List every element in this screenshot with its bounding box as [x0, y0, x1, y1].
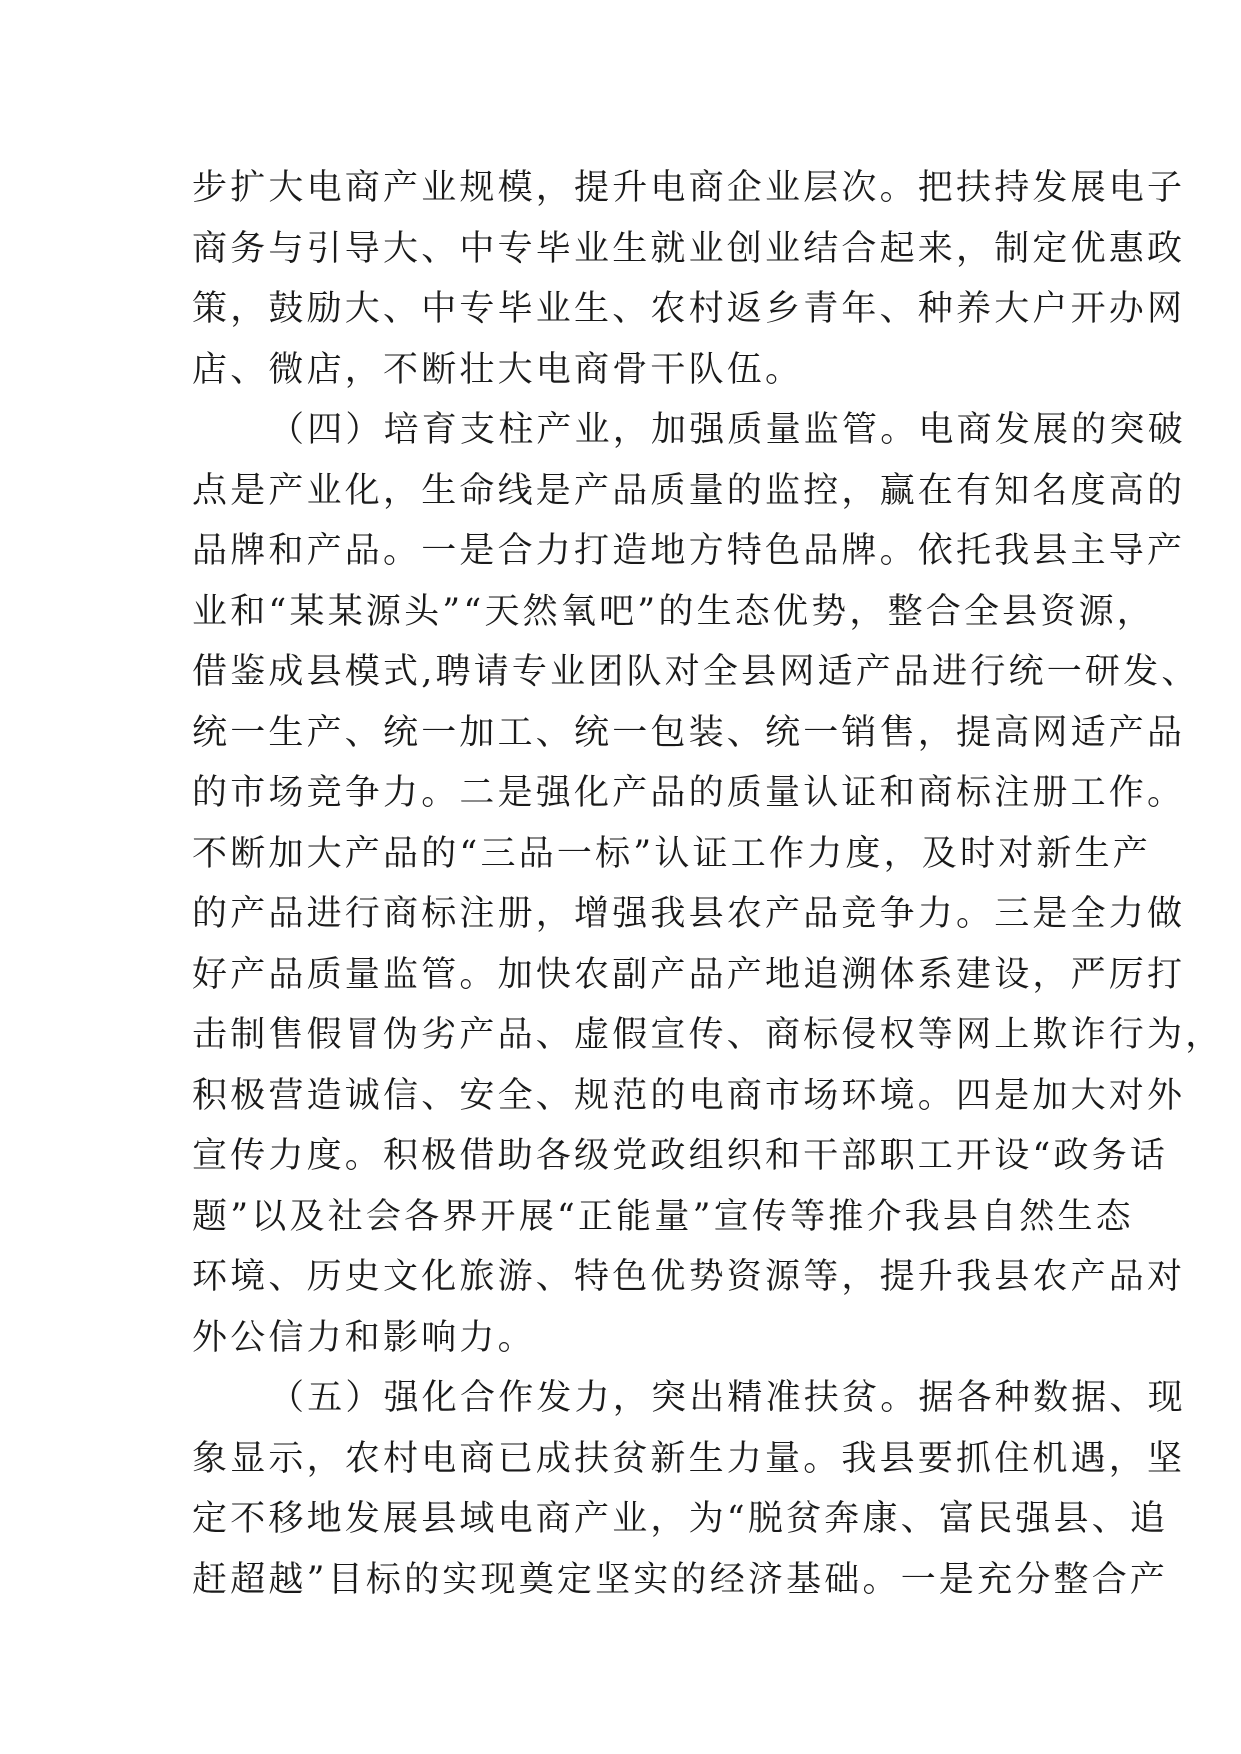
text-line: 宣传力度。积极借助各级党政组织和干部职工开设“政务话	[192, 1136, 1169, 1176]
text-line: 步扩大电商产业规模，提升电商企业层次。把扶持发展电子	[192, 168, 1186, 208]
body-text	[192, 158, 1224, 1610]
text-line: 点是产业化，生命线是产品质量的监控，赢在有知名度高的	[192, 470, 1186, 511]
text-line: 业和“某某源头”“天然氧吧”的生态优势，整合全县资源，	[192, 591, 1155, 632]
text-line: 店、微店，不断壮大电商骨干队伍。	[192, 349, 804, 390]
text-line: 题”以及社会各界开展“正能量”宣传等推介我县自然生态	[192, 1196, 1134, 1237]
text-line: 商务与引导大、中专毕业生就业创业结合起来，制定优惠政	[192, 228, 1186, 269]
text-line: 定不移地发展县域电商产业，为“脱贫奔康、富民强县、追	[192, 1499, 1169, 1539]
text-line: 不断加大产品的“三品一标”认证工作力度，及时对新生产	[192, 833, 1151, 874]
text-line: 外公信力和影响力。	[192, 1317, 536, 1358]
text-line: 积极营造诚信、安全、规范的电商市场环境。四是加大对外	[192, 1075, 1186, 1116]
section-heading-line: （四）培育支柱产业，加强质量监管。电商发展的突破	[269, 410, 1186, 450]
text-line: 的市场竞争力。二是强化产品的质量认证和商标注册工作。	[192, 773, 1186, 813]
text-line: 好产品质量监管。加快农副产品产地追溯体系建设，严厉打	[192, 954, 1186, 995]
text-line: 赶超越”目标的实现奠定坚实的经济基础。一是充分整合产	[192, 1559, 1169, 1600]
text-line: 品牌和产品。一是合力打造地方特色品牌。依托我县主导产	[192, 531, 1186, 571]
text-line: 象显示，农村电商已成扶贫新生力量。我县要抓住机遇，坚	[192, 1438, 1186, 1479]
text-line: 环境、历史文化旅游、特色优势资源等，提升我县农产品对	[192, 1257, 1186, 1297]
text-line: 策，鼓励大、中专毕业生、农村返乡青年、种养大户开办网	[192, 289, 1186, 329]
text-line: 借鉴成县模式,聘请专业团队对全县网适产品进行统一研发、	[192, 652, 1200, 692]
text-line: 的产品进行商标注册，增强我县农产品竞争力。三是全力做	[192, 894, 1186, 934]
section-heading-line: （五）强化合作发力，突出精准扶贫。据各种数据、现	[269, 1378, 1186, 1418]
text-line: 击制售假冒伪劣产品、虚假宣传、商标侵权等网上欺诈行为，	[192, 1015, 1224, 1055]
text-line: 统一生产、统一加工、统一包装、统一销售，提高网适产品	[192, 712, 1186, 753]
